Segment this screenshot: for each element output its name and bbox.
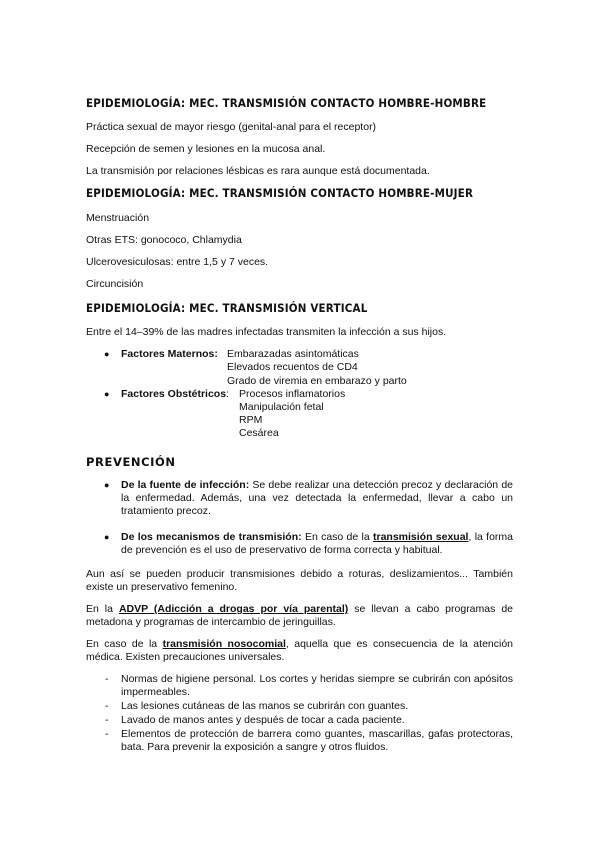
advp-link[interactable]: ADVP (Adicción a drogas por vía parental) <box>118 603 349 615</box>
dash-marker: - <box>105 700 109 712</box>
section-title-prevencion: PREVENCIÓN <box>86 455 176 469</box>
transmision-nosocomial-link[interactable]: transmisión nosocomial <box>162 638 286 650</box>
paragraph-intro: Entre el 14–39% de las madres infectadas transmiten la infección a sus hijos. <box>86 326 447 338</box>
paragraph: Práctica sexual de mayor riesgo (genital-anal para el receptor) <box>86 121 377 133</box>
factores-obstetricos-label: Factores Obstétricos: <box>121 388 229 400</box>
bullet-icon: ● <box>104 532 110 542</box>
paragraph: Menstruación <box>86 212 150 224</box>
dash-marker: - <box>105 714 109 726</box>
list-item: Cesárea <box>239 427 279 439</box>
list-item: Grado de viremia en embarazo y parto <box>227 375 407 387</box>
paragraph: Recepción de semen y lesiones en la mucosa anal. <box>86 143 326 155</box>
list-item: Las lesiones cutáneas de las manos se cubrirán con guantes. <box>121 700 409 712</box>
paragraph: Circuncisión <box>86 278 144 290</box>
list-item: Elementos de protección de barrera como guantes, mascarillas, gafas protectoras, bata. Para prevenir la exposición a sangre y otros fluidos. <box>121 728 513 753</box>
bullet-icon: ● <box>104 480 110 490</box>
paragraph-nosocomial: En caso de la transmisión nosocomial, aquella que es consecuencia de la atención médica. Existen precauciones universales. <box>86 638 514 663</box>
bullet-mecanismos-transmision: De los mecanismos de transmisión: En caso de la transmisión sexual, la forma de prevención es el uso de preservativo de forma correcta y habitual. <box>121 531 513 556</box>
list-item: RPM <box>239 414 263 426</box>
paragraph: Ulcerovesiculosas: entre 1,5 y 7 veces. <box>86 256 269 268</box>
list-item: Elevados recuentos de CD4 <box>227 361 358 373</box>
list-item: Embarazadas asintomáticas <box>227 348 359 360</box>
dash-marker: - <box>105 673 109 685</box>
paragraph: Otras ETS: gonococo, Chlamydia <box>86 234 242 246</box>
paragraph-advp: En la ADVP (Adicción a drogas por vía parental) se llevan a cabo programas de metadona y programas de intercambio de jeringuillas. <box>86 603 514 628</box>
section-title-hombre-mujer: EPIDEMIOLOGÍA: MEC. TRANSMISIÓN CONTACTO HOMBRE-MUJER <box>86 186 474 200</box>
section-title-hombre-hombre: EPIDEMIOLOGÍA: MEC. TRANSMISIÓN CONTACTO HOMBRE-HOMBRE <box>86 96 487 110</box>
list-item: Normas de higiene personal. Los cortes y heridas siempre se cubrirán con apósitos impermeables. <box>121 673 513 698</box>
transmision-sexual-link[interactable]: transmisión sexual <box>372 531 469 543</box>
dash-marker: - <box>105 728 109 740</box>
list-item: Manipulación fetal <box>239 401 324 413</box>
factores-maternos-label: Factores Maternos: <box>121 348 218 360</box>
bullet-icon: ● <box>104 349 110 359</box>
bullet-fuente-infeccion: De la fuente de infección: Se debe realizar una detección precoz y declaración de la enfermedad. Además, una vez detectada la enfermedad, llevar a cabo un tratamiento precoz. <box>121 479 513 517</box>
paragraph: La transmisión por relaciones lésbicas es rara aunque está documentada. <box>86 165 430 177</box>
list-item: Lavado de manos antes y después de tocar a cada paciente. <box>121 714 405 726</box>
paragraph: Aun así se pueden producir transmisiones debido a roturas, deslizamientos... También existe un preservativo femenino. <box>86 568 513 593</box>
list-item: Procesos inflamatorios <box>239 388 346 400</box>
bullet-icon: ● <box>104 389 110 399</box>
section-title-vertical: EPIDEMIOLOGÍA: MEC. TRANSMISIÓN VERTICAL <box>86 301 368 315</box>
